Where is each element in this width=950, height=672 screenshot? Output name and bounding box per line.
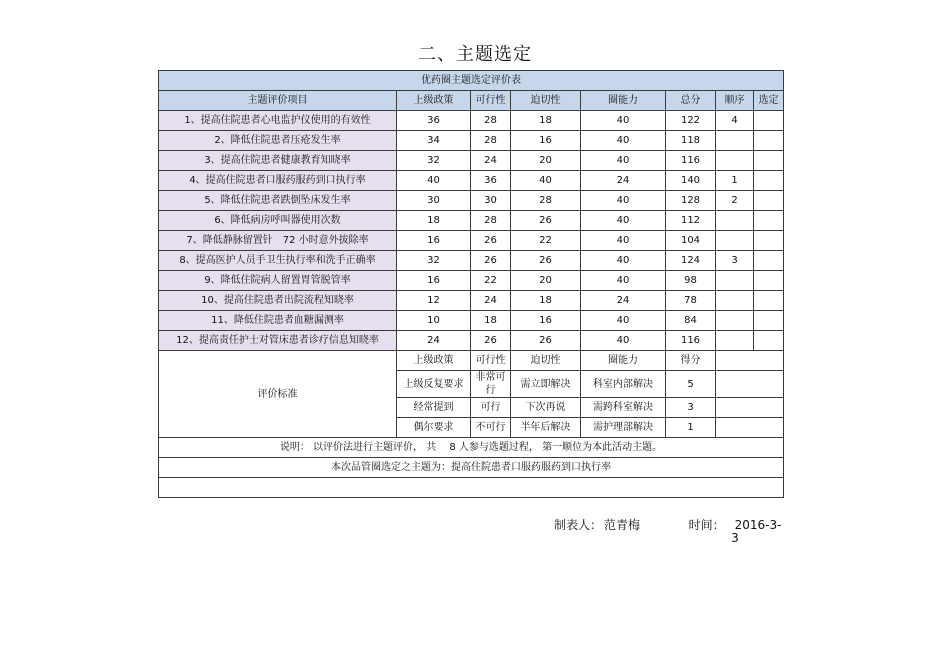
topic-item: 11、降低住院患者血糖漏测率 [159,311,397,331]
header-order: 顺序 [716,91,754,111]
cell-policy: 32 [397,151,471,171]
cell-total: 112 [666,211,716,231]
cell-policy: 18 [397,211,471,231]
cell-capability: 40 [581,331,666,351]
cell-feasibility: 26 [471,251,511,271]
topic-item: 10、提高住院患者出院流程知晓率 [159,291,397,311]
cell-policy: 16 [397,271,471,291]
header-row [159,91,784,111]
cell-total: 78 [666,291,716,311]
time [687,519,783,545]
cell-total: 122 [666,111,716,131]
cell-order [716,271,754,291]
cell-total: 98 [666,271,716,291]
maker [554,519,640,532]
criteria-blank [716,371,784,398]
table-row [159,311,784,331]
criteria-header-row [159,351,784,371]
criteria-score: 1 [666,418,716,438]
table-row [159,231,784,251]
cell-order: 3 [716,251,754,271]
criteria-blank [716,418,784,438]
selected-theme-row [159,458,784,478]
cell-capability: 40 [581,251,666,271]
cell-order [716,231,754,251]
header-selected: 选定 [754,91,784,111]
cell-urgency: 18 [511,111,581,131]
cell-urgency: 40 [511,171,581,191]
criteria-capability: 科室内部解决 [581,371,666,398]
cell-policy: 10 [397,311,471,331]
criteria-urgency: 下次再说 [511,398,581,418]
cell-capability: 40 [581,151,666,171]
cell-urgency: 28 [511,191,581,211]
cell-urgency: 16 [511,311,581,331]
table-row [159,271,784,291]
topic-item: 1、提高住院患者心电监护仪使用的有效性 [159,111,397,131]
cell-feasibility: 28 [471,211,511,231]
criteria-header: 上级政策 [397,351,471,371]
cell-policy: 40 [397,171,471,191]
cell-capability: 40 [581,271,666,291]
cell-urgency: 18 [511,291,581,311]
cell-urgency: 26 [511,211,581,231]
topic-item: 2、降低住院患者压疮发生率 [159,131,397,151]
cell-feasibility: 26 [471,331,511,351]
cell-order [716,151,754,171]
cell-capability: 40 [581,131,666,151]
cell-total: 116 [666,331,716,351]
criteria-policy: 经常提到 [397,398,471,418]
cell-feasibility: 26 [471,231,511,251]
cell-feasibility: 18 [471,311,511,331]
criteria-feasibility: 可行 [471,398,511,418]
maker-name: 范青梅 [604,518,641,532]
table-title: 优药圈主题选定评价表 [159,71,784,91]
criteria-policy: 偶尔要求 [397,418,471,438]
cell-total: 124 [666,251,716,271]
topic-item: 8、提高医护人员手卫生执行率和洗手正确率 [159,251,397,271]
cell-total: 140 [666,171,716,191]
table-row [159,191,784,211]
cell-selected [754,171,784,191]
criteria-blank [716,398,784,418]
cell-order [716,331,754,351]
cell-feasibility: 28 [471,111,511,131]
criteria-header: 圈能力 [581,351,666,371]
selected-theme: 本次品管圈选定之主题为：提高住院患者口服药服药到口执行率 [159,458,784,478]
cell-policy: 36 [397,111,471,131]
criteria-feasibility: 非常可行 [471,371,511,398]
table-row [159,331,784,351]
criteria-urgency: 半年后解决 [511,418,581,438]
cell-policy: 16 [397,231,471,251]
table-row [159,211,784,231]
cell-capability: 24 [581,171,666,191]
table-row [159,151,784,171]
cell-selected [754,331,784,351]
maker-label: 制表人： [554,518,603,532]
cell-urgency: 20 [511,151,581,171]
criteria-capability: 需护理部解决 [581,418,666,438]
cell-order [716,211,754,231]
cell-policy: 12 [397,291,471,311]
cell-total: 84 [666,311,716,331]
header-feasibility: 可行性 [471,91,511,111]
footer-cell [159,478,784,545]
cell-urgency: 20 [511,271,581,291]
cell-total: 116 [666,151,716,171]
cell-selected [754,131,784,151]
table-row [159,251,784,271]
cell-selected [754,151,784,171]
footer-row [159,478,784,498]
cell-total: 128 [666,191,716,211]
header-capability: 圈能力 [581,91,666,111]
cell-selected [754,111,784,131]
header-urgency: 迫切性 [511,91,581,111]
cell-policy: 32 [397,251,471,271]
time-value: 2016-3-3 [731,518,782,545]
evaluation-note: 说明： 以评价法进行主题评价， 共 8 人参与选题过程， 第一顺位为本此活动主题。 [159,438,784,458]
criteria-score: 5 [666,371,716,398]
header-item: 主题评价项目 [159,91,397,111]
topic-item: 7、降低静脉留置针 72 小时意外拔除率 [159,231,397,251]
criteria-label: 评价标准 [159,351,397,438]
topic-item: 12、提高责任护士对管床患者诊疗信息知晓率 [159,331,397,351]
criteria-header: 可行性 [471,351,511,371]
criteria-header: 迫切性 [511,351,581,371]
cell-feasibility: 30 [471,191,511,211]
cell-capability: 40 [581,231,666,251]
cell-feasibility: 28 [471,131,511,151]
time-label: 时间： [688,518,725,532]
cell-order: 2 [716,191,754,211]
cell-policy: 30 [397,191,471,211]
topic-item: 3、提高住院患者健康教育知晓率 [159,151,397,171]
cell-selected [754,271,784,291]
criteria-feasibility: 不可行 [471,418,511,438]
cell-capability: 24 [581,291,666,311]
criteria-score: 3 [666,398,716,418]
header-policy: 上级政策 [397,91,471,111]
cell-selected [754,251,784,271]
cell-order [716,311,754,331]
cell-selected [754,311,784,331]
cell-feasibility: 36 [471,171,511,191]
criteria-urgency: 需立即解决 [511,371,581,398]
cell-total: 118 [666,131,716,151]
cell-capability: 40 [581,311,666,331]
cell-urgency: 26 [511,331,581,351]
cell-urgency: 16 [511,131,581,151]
cell-capability: 40 [581,191,666,211]
cell-policy: 24 [397,331,471,351]
cell-capability: 40 [581,211,666,231]
cell-selected [754,231,784,251]
cell-order: 1 [716,171,754,191]
criteria-blank [716,351,784,371]
topic-item: 5、降低住院患者跌倒坠床发生率 [159,191,397,211]
theme-evaluation-table [158,70,784,545]
topic-item: 4、提高住院患者口服药服药到口执行率 [159,171,397,191]
table-row [159,171,784,191]
table-row [159,131,784,151]
cell-order [716,291,754,311]
cell-order: 4 [716,111,754,131]
criteria-capability: 需跨科室解决 [581,398,666,418]
cell-order [716,131,754,151]
cell-selected [754,211,784,231]
cell-selected [754,291,784,311]
criteria-policy: 上级反复要求 [397,371,471,398]
cell-policy: 34 [397,131,471,151]
table-row [159,111,784,131]
header-total: 总分 [666,91,716,111]
cell-feasibility: 24 [471,291,511,311]
cell-urgency: 26 [511,251,581,271]
cell-capability: 40 [581,111,666,131]
cell-urgency: 22 [511,231,581,251]
topic-item: 6、降低病房呼叫器使用次数 [159,211,397,231]
topic-item: 9、降低住院病人留置胃管脱管率 [159,271,397,291]
section-heading: 二、主题选定 [418,44,532,65]
cell-total: 104 [666,231,716,251]
cell-selected [754,191,784,211]
criteria-header: 得分 [666,351,716,371]
note-row [159,438,784,458]
table-row [159,291,784,311]
cell-feasibility: 24 [471,151,511,171]
cell-feasibility: 22 [471,271,511,291]
